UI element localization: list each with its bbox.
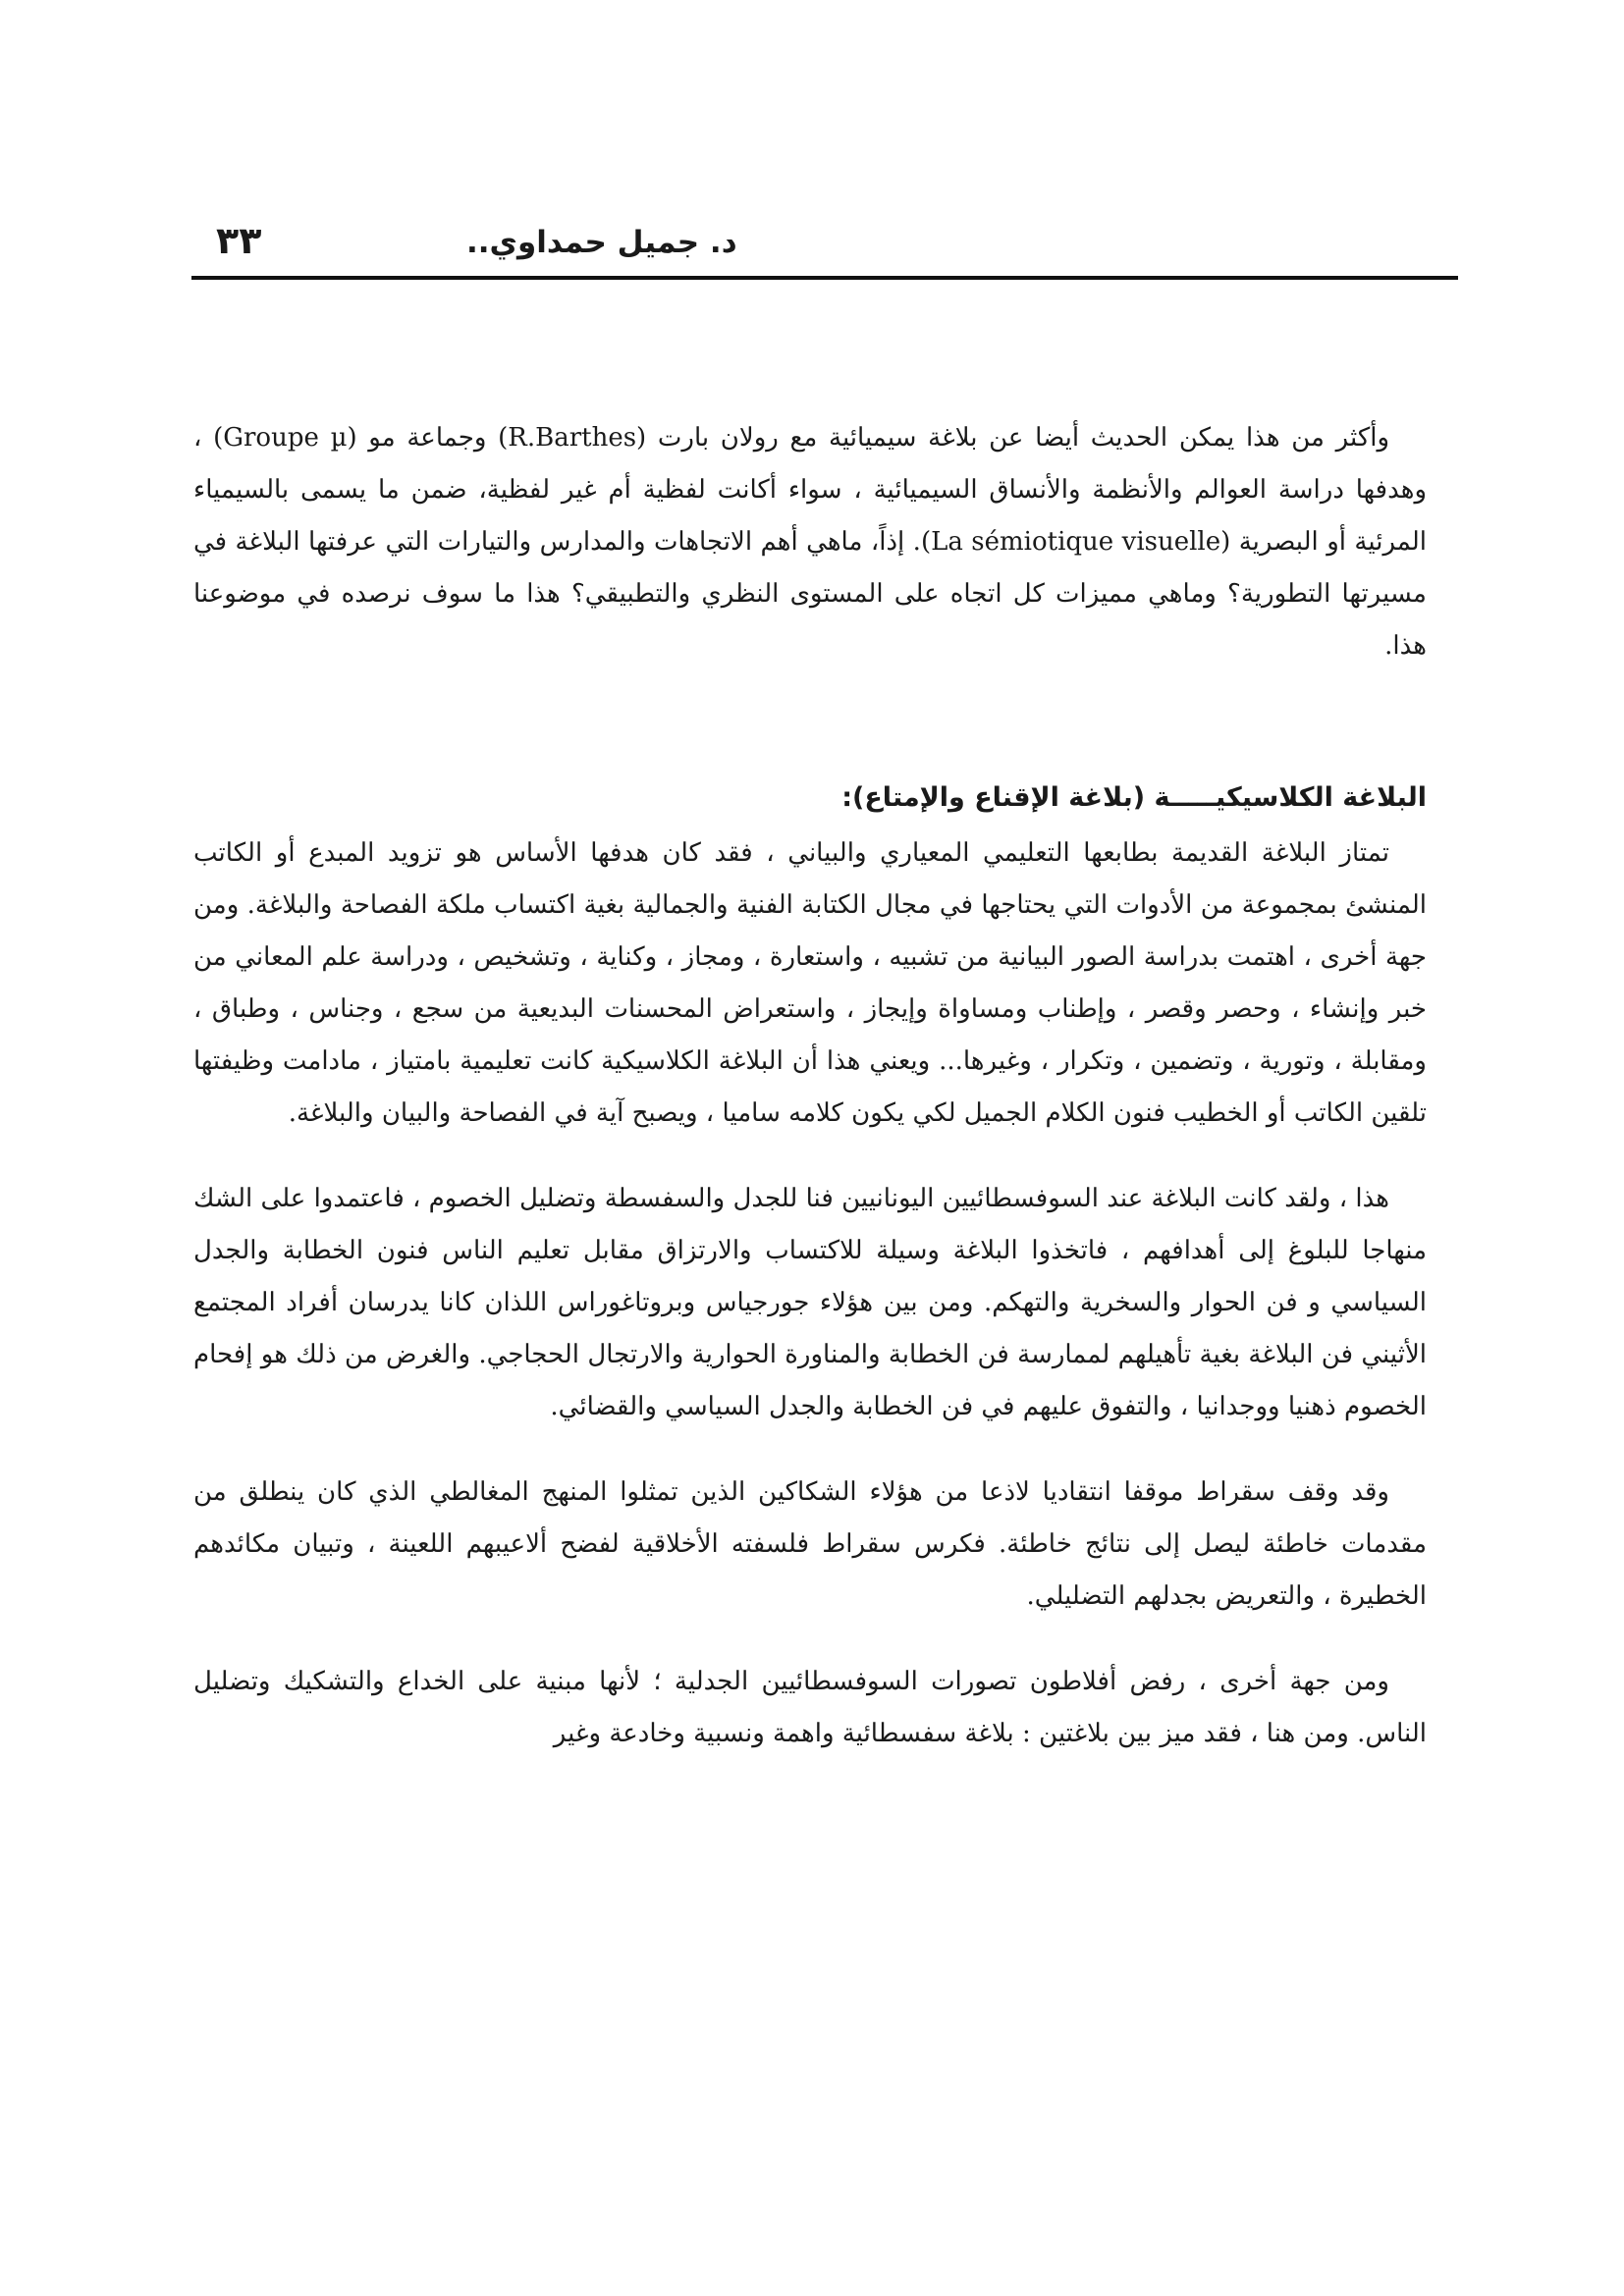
intro-text-1: وأكثر من هذا يمكن الحديث أيضا عن بلاغة سيميائية مع رولان بارت: [646, 423, 1389, 453]
intro-text-4: . إذاً، ماهي أهم الاتجاهات والمدارس والتيارات التي عرفتها البلاغة في مسيرتها التطورية؟ وماهي مميزات كل اتجاه على المستوى النظري والتطبيقي؟ هذا ما سوف نرصده في موضوعنا هذا.: [193, 527, 1427, 661]
page-body: [193, 412, 1427, 1793]
intro-text-3: ، وهدفها دراسة العوالم والأنظمة والأنساق السيميائية ، سواء أكانت لفظية أم غير لفظية، ضمن ما يسمى بالسيمياء المرئية أو البصرية: [193, 423, 1427, 557]
body-paragraph: تمتاز البلاغة القديمة بطابعها التعليمي المعياري والبياني ، فقد كان هدفها الأساس هو تزويد المبدع أو الكاتب المنشئ بمجموعة من الأدوات التي يحتاجها في مجال الكتابة الفنية والجمالية بغية اكتساب ملكة الفصاحة والبلاغة. ومن جهة أخرى ، اهتمت بدراسة الصور البيانية من تشبيه ، واستعارة ، ومجاز ، وكناية ، وتشخيص ، ودراسة علم المعاني من خبر وإنشاء ، وحصر وقصر ، وإطناب ومساواة وإيجاز ، واستعراض المحسنات البديعية من سجع ، وجناس ، وطباق ، ومقابلة ، وتورية ، وتضمين ، وتكرار ، وغيرها... ويعني هذا أن البلاغة الكلاسيكية كانت تعليمية بامتياز ، مادامت وظيفتها تلقين الكاتب أو الخطيب فنون الكلام الجميل لكي يكون كلامه ساميا ، ويصبح آية في الفصاحة والبيان والبلاغة.: [193, 838, 1427, 1128]
body-paragraph: هذا ، ولقد كانت البلاغة عند السوفسطائيين اليونانيين فنا للجدل والسفسطة وتضليل الخصوم ، فاعتمدوا على الشك منهاجا للبلوغ إلى أهدافهم ، فاتخذوا البلاغة وسيلة للاكتساب والارتزاق مقابل تعليم الناس فنون الخطابة والجدل السياسي و فن الحوار والسخرية والتهكم. ومن بين هؤلاء جورجياس وبروتاغوراس اللذان كانا يدرسان أفراد المجتمع الأثيني فن البلاغة بغية تأهيلهم لممارسة فن الخطابة والمناورة الحوارية والارتجال الحجاجي. والغرض من ذلك هو إفحام الخصوم ذهنيا ووجدانيا ، والتفوق عليهم في فن الخطابة والجدل السياسي والقضائي.: [193, 1184, 1427, 1421]
intro-latin-semiotique: (La sémiotique visuelle): [920, 527, 1231, 557]
page-number: ٣٣: [216, 219, 262, 262]
page-header: [191, 211, 1458, 280]
header-author: د. جميل حمداوي..: [466, 225, 737, 260]
intro-text-2: وجماعة مو: [356, 423, 499, 453]
intro-latin-groupe-mu: (Groupe µ): [213, 423, 357, 453]
body-paragraph: ومن جهة أخرى ، رفض أفلاطون تصورات السوفسطائيين الجدلية ؛ لأنها مبنية على الخداع والتشكيك وتضليل الناس. ومن هنا ، فقد ميز بين بلاغتين : بلاغة سفسطائية واهمة ونسبية وخادعة وغير: [193, 1667, 1427, 1748]
intro-paragraph: [193, 412, 1427, 672]
section-heading: البلاغة الكلاسيكيـــــة (بلاغة الإقناع والإمتاع):: [841, 782, 1427, 813]
intro-latin-barthes: (R.Barthes): [498, 423, 647, 453]
body-paragraph: وقد وقف سقراط موقفا انتقاديا لاذعا من هؤلاء الشكاكين الذين تمثلوا المنهج المغالطي الذي كان ينطلق من مقدمات خاطئة ليصل إلى نتائج خاطئة. فكرس سقراط فلسفته الأخلاقية لفضح ألاعيبهم اللعينة ، وتبيان مكائدهم الخطيرة ، والتعريض بجدلهم التضليلي.: [193, 1477, 1427, 1611]
